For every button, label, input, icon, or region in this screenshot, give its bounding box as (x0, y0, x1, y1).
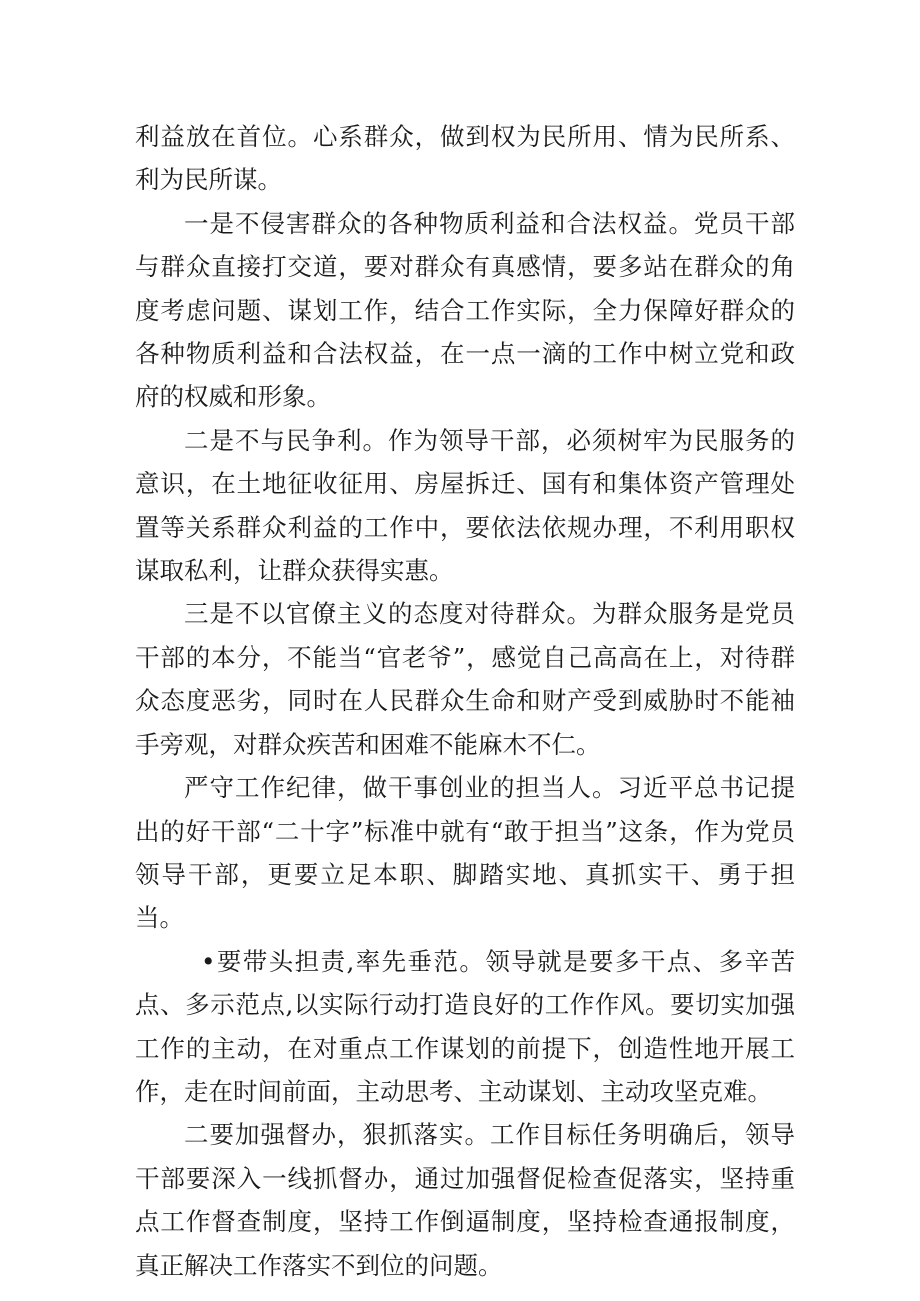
paragraph-one-no-infringement: 一是不侵害群众的各种物质利益和合法权益。党员干部与群众直接打交道，要对群众有真感情，要多站在群众的角度考虑问题、谋划工作，结合工作实际，全力保障好群众的各种物质利益和合法权益，在一点一滴的工作中树立党和政府的权威和形象。 (135, 208, 795, 412)
paragraph-bullet-lead-by-example (135, 940, 795, 1114)
paragraph-two-no-profit: 二是不与民争利。作为领导干部，必须树牢为民服务的意识，在土地征收征用、房屋拆迁、国有和集体资产管理处置等关系群众利益的工作中，要依法依规办理，不利用职权谋取私利，让群众获得实惠。 (135, 425, 795, 586)
document-body (135, 115, 795, 1287)
paragraph-three-no-bureaucracy: 三是不以官僚主义的态度对待群众。为群众服务是党员干部的本分，不能当“官老爷”，感觉自己高高在上，对待群众态度恶劣，同时在人民群众生命和财产受到威胁时不能袖手旁观，对群众疾苦和困难不能麻木不仁。 (135, 599, 795, 759)
bullet-icon: • (201, 946, 216, 976)
bullet-paragraph-text: 要带头担责,率先垂范。领导就是要多干点、多辛苦点、多示范点,以实际行动打造良好的工作作风。要切实加强工作的主动，在对重点工作谋划的前提下，创造性地开展工作，走在时间前面，主动思考、主动谋划、主动攻坚克难。 (135, 946, 795, 1106)
paragraph-two-supervision: 二要加强督办，狠抓落实。工作目标任务明确后，领导干部要深入一线抓督办，通过加强督促检查促落实，坚持重点工作督查制度，坚持工作倒逼制度，坚持检查通报制度，真正解决工作落实不到位的问题。 (135, 1120, 795, 1280)
paragraph-continuation: 利益放在首位。心系群众，做到权为民所用、情为民所系、利为民所谋。 (135, 122, 795, 195)
paragraph-work-discipline: 严守工作纪律，做干事创业的担当人。习近平总书记提出的好干部“二十字”标准中就有“敢于担当”这条，作为党员领导干部，更要立足本职、脚踏实地、真抓实干、勇于担当。 (135, 773, 795, 933)
